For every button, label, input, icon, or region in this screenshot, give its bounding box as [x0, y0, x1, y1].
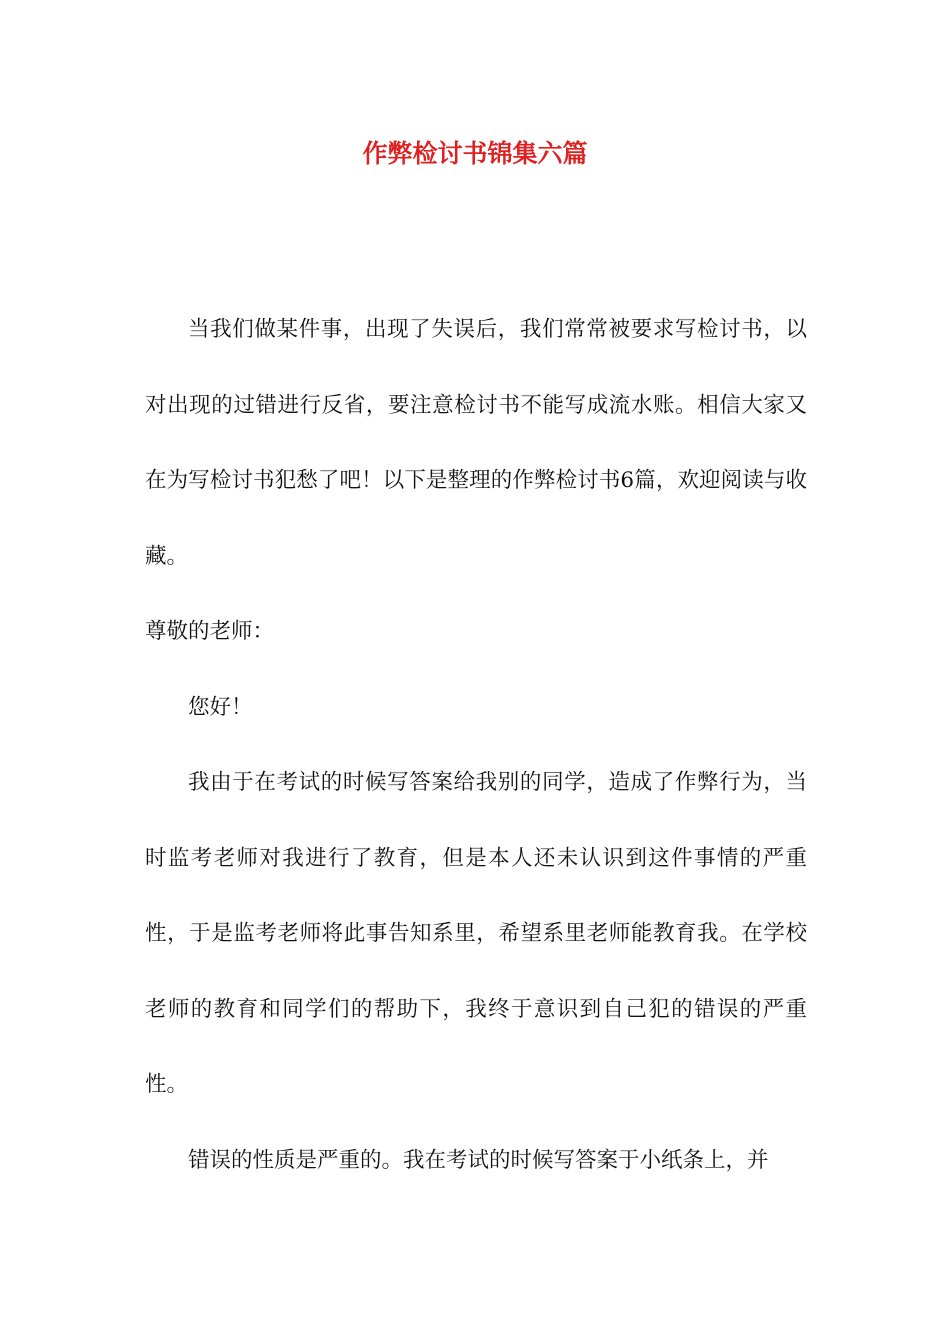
greeting: 您好！ — [188, 694, 253, 720]
body-paragraph-1: 我由于在考试的时候写答案给我别的同学，造成了作弊行为，当时监考老师对我进行了教育，但是本人还未认识到这件事情的严重性，于是监考老师将此事告知系里，希望系里老师能教育我。在学校老师的教育和同学们的帮助下，我终于意识到自己犯的错误的严重性。 — [145, 770, 807, 1097]
body-paragraph-2: 错误的性质是严重的。我在考试的时候写答案于小纸条上，并 — [188, 1147, 769, 1173]
document-title: 作弊检讨书锦集六篇 — [362, 139, 588, 168]
intro-paragraph: 当我们做某件事，出现了失误后，我们常常被要求写检讨书，以对出现的过错进行反省，要注意检讨书不能写成流水账。相信大家又在为写检讨书犯愁了吧！以下是整理的作弊检讨书6篇，欢迎阅读与收藏。 — [145, 317, 807, 569]
document-body — [145, 292, 807, 1198]
salutation: 尊敬的老师： — [145, 619, 275, 644]
